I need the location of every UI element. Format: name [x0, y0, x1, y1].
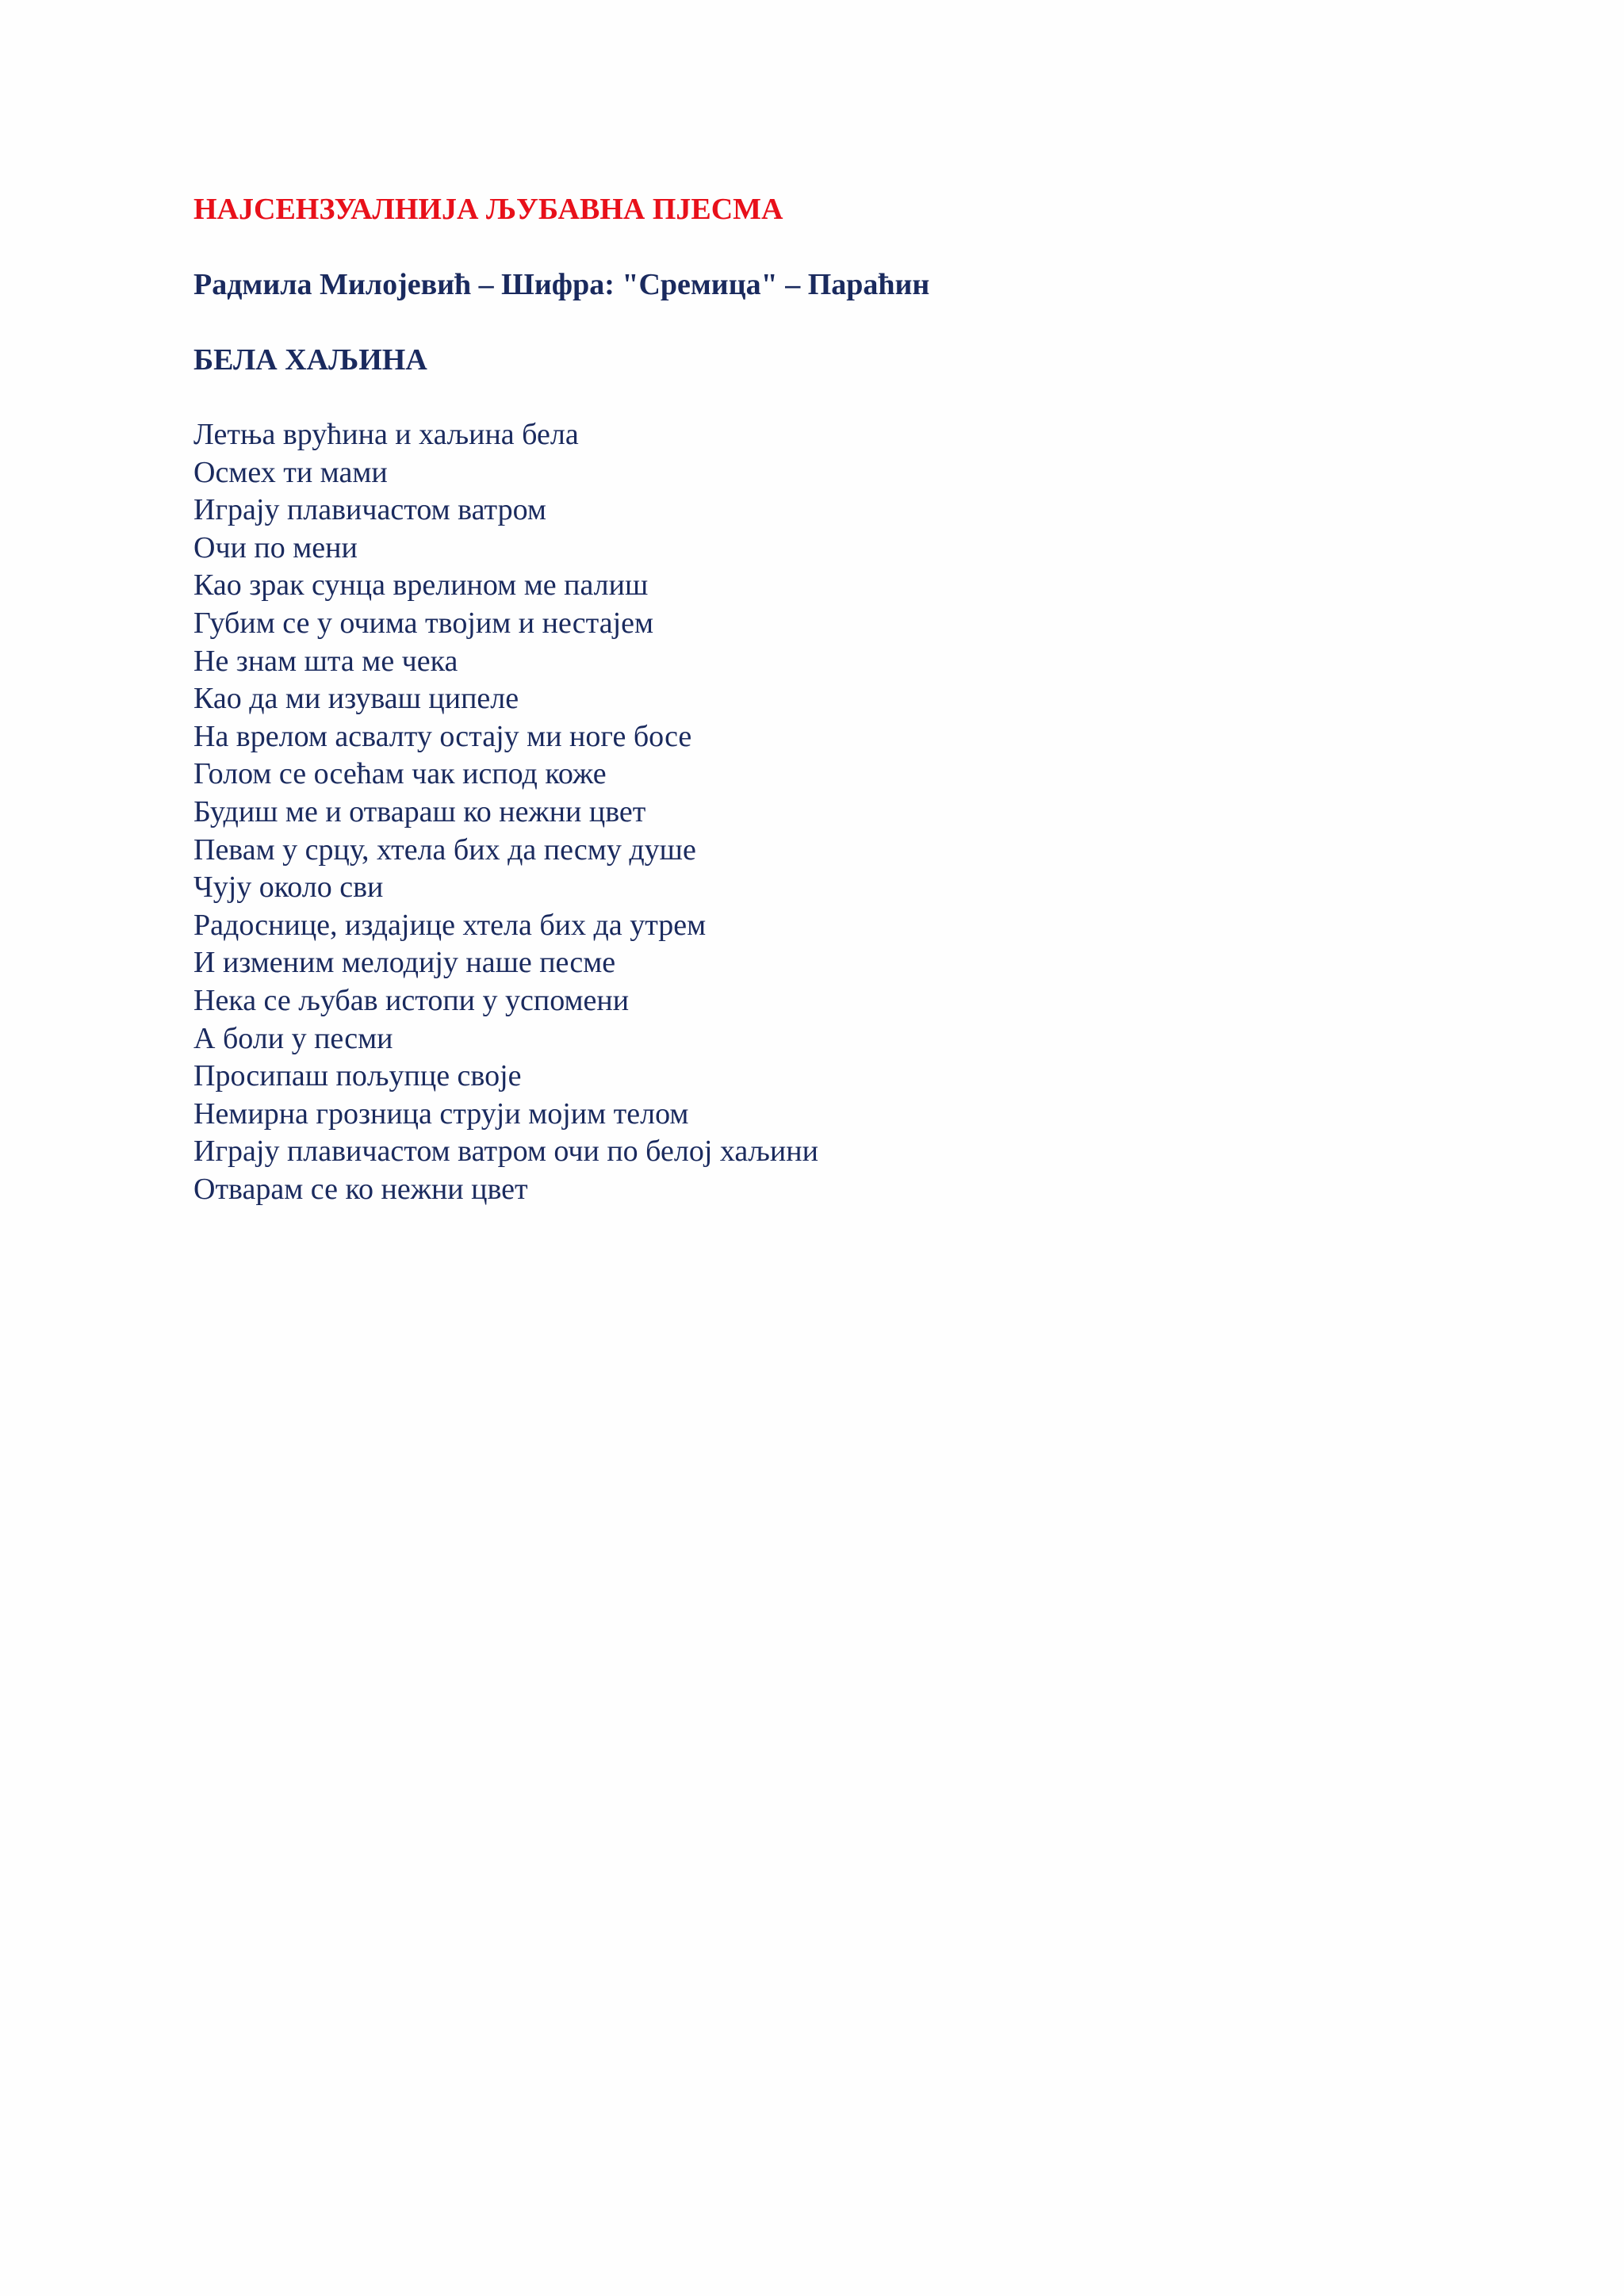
verse-line: И изменим мелодију наше песме — [193, 946, 616, 980]
verse-line: Очи по мени — [193, 530, 358, 564]
verse-line: Немирна грозница струји мојим телом — [193, 1096, 689, 1131]
verse-line: Летња врућина и хаљина бела — [193, 418, 579, 451]
verse-line: На врелом асвалту остају ми ноге босе — [193, 719, 692, 753]
poem-verses — [193, 416, 1542, 1208]
verse-line: Осмех ти мами — [193, 455, 388, 489]
verse-line: Голом се осећам чак испод коже — [193, 757, 607, 791]
author-line: Радмила Милојевић – Шифра: "Сремица" – Параћин — [193, 268, 930, 301]
document-heading: НАЈСЕНЗУАЛНИЈА ЉУБАВНА ПЈЕСМА — [193, 193, 783, 226]
document-body — [193, 190, 1542, 1208]
verse-line: А боли у песми — [193, 1021, 393, 1055]
verse-line: Отварам се ко нежни цвет — [193, 1172, 528, 1206]
verse-line: Играју плавичастом ватром — [193, 493, 546, 527]
verse-line: Као да ми изуваш ципеле — [193, 682, 519, 716]
verse-line: Губим се у очима твојим и нестајем — [193, 606, 654, 640]
verse-line: Нека се љубав истопи у успомени — [193, 983, 630, 1017]
verse-line: Просипаш пољупце своје — [193, 1059, 522, 1093]
verse-line: Не знам шта ме чека — [193, 644, 458, 678]
verse-line: Будиш ме и отвараш ко нежни цвет — [193, 794, 646, 828]
verse-line: Чују около сви — [193, 871, 384, 905]
verse-line: Радоснице, издајице хтела бих да утрем — [193, 908, 707, 942]
poem-title: БЕЛА ХАЉИНА — [193, 343, 427, 377]
verse-line: Као зрак сунца врелином ме палиш — [193, 568, 649, 603]
verse-line: Певам у срцу, хтела бих да песму душе — [193, 832, 696, 867]
verse-line: Играју плавичастом ватром очи по белој хаљини — [193, 1135, 818, 1169]
